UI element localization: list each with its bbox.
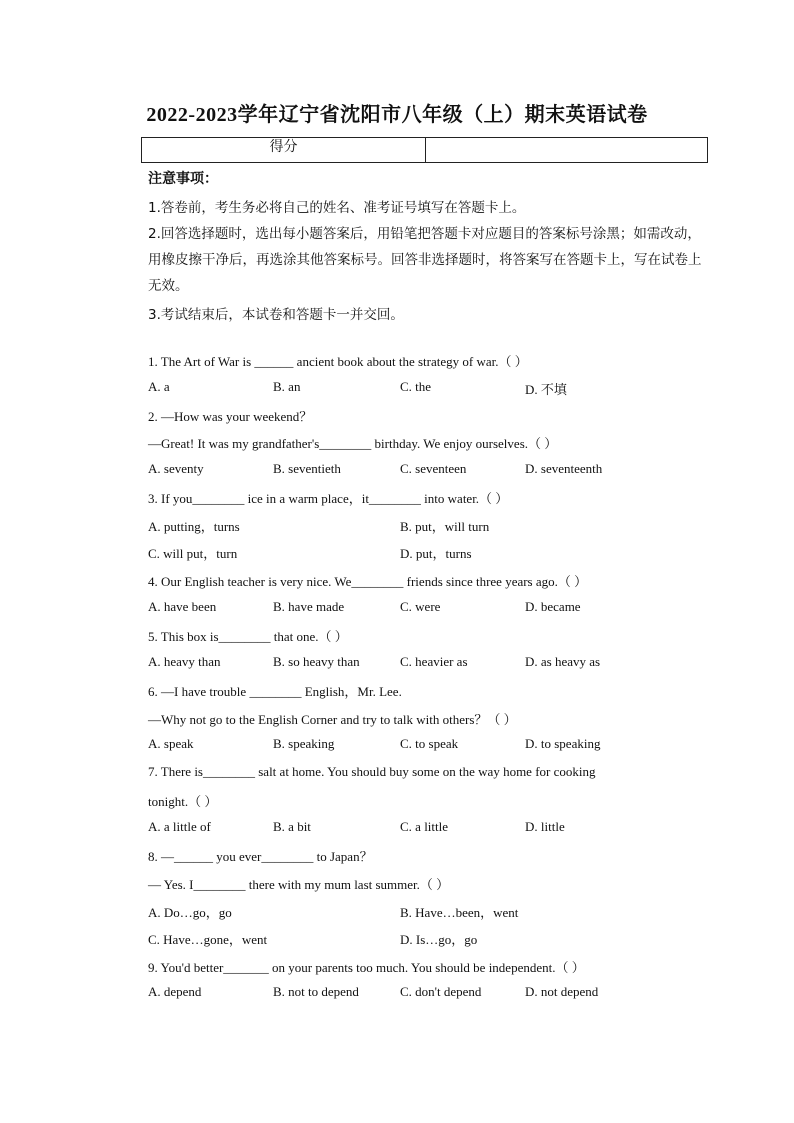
question-9-option-b[interactable]: B. not to depend	[273, 984, 359, 999]
question-8-options-row-2	[148, 929, 708, 947]
question-7-option-a[interactable]: A. a little of	[148, 819, 211, 834]
question-1-option-b[interactable]: B. an	[273, 379, 301, 394]
question-6-option-c[interactable]: C. to speak	[400, 736, 459, 751]
question-5-option-d[interactable]: D. as heavy as	[525, 654, 601, 669]
question-4-options	[148, 599, 708, 617]
question-8-option-a[interactable]: A. Do…go，go	[148, 905, 232, 920]
score-value	[426, 138, 707, 162]
question-4: 4. Our English teacher is very nice. We________ friends since three years ago.（ ）	[148, 574, 588, 589]
question-6-option-a[interactable]: A. speak	[148, 736, 194, 751]
question-6-options	[148, 736, 708, 754]
question-8-option-c[interactable]: C. Have…gone，went	[148, 932, 268, 947]
notice-item-3: 3.考试结束后，本试卷和答题卡一并交回。	[148, 307, 404, 323]
question-4-option-b[interactable]: B. have made	[273, 599, 345, 614]
question-9-options	[148, 984, 708, 1002]
question-9: 9. You'd better_______ on your parents too much. You should be independent.（ ）	[148, 960, 585, 975]
question-4-option-a[interactable]: A. have been	[148, 599, 217, 614]
question-6-line-2: —Why not go to the English Corner and try to talk with others？（ ）	[148, 712, 517, 727]
question-1-option-c[interactable]: C. the	[400, 379, 432, 394]
question-8-option-d[interactable]: D. Is…go，go	[400, 932, 478, 947]
question-7: 7. There is________ salt at home. You should buy some on the way home for cooking	[148, 764, 596, 779]
score-table	[141, 137, 708, 163]
question-2-option-a[interactable]: A. seventy	[148, 461, 204, 476]
question-2-options	[148, 461, 708, 479]
question-3-option-c[interactable]: C. will put，turn	[148, 546, 238, 561]
page-title: 2022-2023学年辽宁省沈阳市八年级（上）期末英语试卷	[146, 104, 648, 126]
question-8-option-b[interactable]: B. Have…been，went	[400, 905, 519, 920]
notice-heading: 注意事项：	[148, 171, 218, 187]
question-3-option-a[interactable]: A. putting，turns	[148, 519, 240, 534]
question-9-option-a[interactable]: A. depend	[148, 984, 202, 999]
question-3: 3. If you________ ice in a warm place，it________ into water.（ ）	[148, 491, 509, 506]
question-4-option-c[interactable]: C. were	[400, 599, 441, 614]
notice-item-1: 1.答卷前，考生务必将自己的姓名、准考证号填写在答题卡上。	[148, 200, 526, 216]
question-8-line-2: — Yes. I________ there with my mum last summer.（ ）	[148, 877, 450, 892]
question-1-options	[148, 379, 708, 397]
question-2-option-d[interactable]: D. seventeenth	[525, 461, 603, 476]
notice-item-2: 2.回答选择题时，选出每小题答案后，用铅笔把答题卡对应题目的答案标号涂黑；如需改动，用橡皮擦干净后，再选涂其他答案标号。回答非选择题时，将答案写在答题卡上，写在试卷上无效。	[148, 226, 702, 294]
question-5-options	[148, 654, 708, 672]
question-8-options-row-1	[148, 902, 708, 920]
question-3-option-d[interactable]: D. put，turns	[400, 546, 472, 561]
question-9-option-d[interactable]: D. not depend	[525, 984, 599, 999]
question-2-option-b[interactable]: B. seventieth	[273, 461, 341, 476]
question-1-option-d[interactable]: D. 不填	[525, 382, 567, 397]
question-7-options	[148, 819, 708, 837]
question-6: 6. —I have trouble ________ English，Mr. Lee.	[148, 684, 402, 699]
question-4-option-d[interactable]: D. became	[525, 599, 581, 614]
question-5-option-c[interactable]: C. heavier as	[400, 654, 468, 669]
question-5: 5. This box is________ that one.（ ）	[148, 629, 348, 644]
question-1: 1. The Art of War is ______ ancient book about the strategy of war.（ ）	[148, 354, 528, 369]
question-7-option-c[interactable]: C. a little	[400, 819, 449, 834]
question-2: 2. —How was your weekend？	[148, 409, 313, 424]
question-1-option-a[interactable]: A. a	[148, 379, 170, 394]
question-9-option-c[interactable]: C. don't depend	[400, 984, 482, 999]
question-3-options-row-1	[148, 516, 708, 534]
question-7-option-d[interactable]: D. little	[525, 819, 565, 834]
question-3-options-row-2	[148, 543, 708, 561]
question-5-option-b[interactable]: B. so heavy than	[273, 654, 360, 669]
question-7-line-2: tonight.（ ）	[148, 794, 218, 809]
question-7-option-b[interactable]: B. a bit	[273, 819, 311, 834]
question-5-option-a[interactable]: A. heavy than	[148, 654, 221, 669]
question-6-option-d[interactable]: D. to speaking	[525, 736, 601, 751]
question-3-option-b[interactable]: B. put，will turn	[400, 519, 490, 534]
question-6-option-b[interactable]: B. speaking	[273, 736, 335, 751]
score-label: 得分	[142, 138, 426, 162]
question-2-line-2: —Great! It was my grandfather's________ birthday. We enjoy ourselves.（ ）	[148, 436, 558, 451]
question-2-option-c[interactable]: C. seventeen	[400, 461, 467, 476]
question-8: 8. —______ you ever________ to Japan？	[148, 849, 373, 864]
